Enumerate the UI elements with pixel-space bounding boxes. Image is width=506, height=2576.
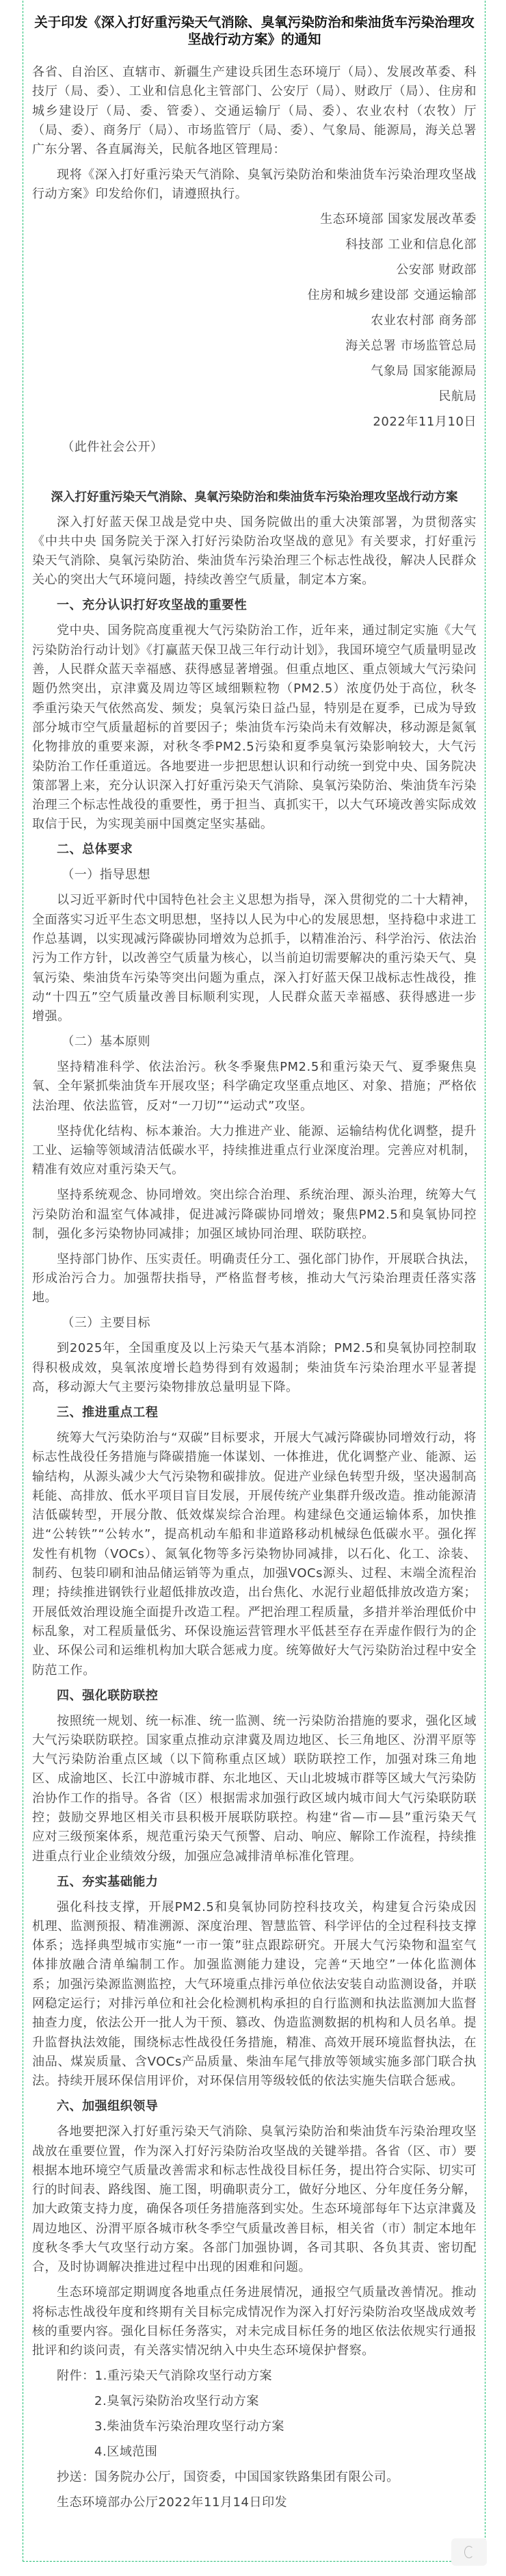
document-content: [32, 0, 477, 2519]
attachment-item: 4.区域范围: [94, 2445, 158, 2460]
paragraph: 到2025年，全国重度及以上污染天气基本消除；PM2.5和臭氧协同控制取得积极成效，臭氧浓度增长趋势得到有效遏制；柴油货车污染治理水平显著提高，移动源大气主要污染物排放总量明显下降。: [32, 1341, 477, 1395]
signer: 公安部 财政部: [396, 263, 477, 278]
subsection-heading: （三）主要目标: [62, 1316, 151, 1331]
issued-line: 生态环境部办公厅2022年11月14日印发: [57, 2495, 288, 2510]
attachment-item: 3.柴油货车污染治理攻坚行动方案: [94, 2419, 284, 2434]
signer: 住房和城乡建设部 交通运输部: [307, 288, 477, 303]
notice-intro: 现将《深入打好重污染天气消除、臭氧污染防治和柴油货车污染治理攻坚战行动方案》印发给你们，请遵照执行。: [32, 168, 477, 202]
subsection-heading: （二）基本原则: [62, 1035, 151, 1050]
paragraph: 各地要把深入打好重污染天气消除、臭氧污染防治和柴油货车污染治理攻坚战放在重要位置，作为深入打好污染防治攻坚战的关键举措。各省（区、市）要根据本地环境空气质量改善需求和标志性战役目标任务，提出符合实际、切实可行的时间表、路线图、施工图，明确职责分工，做好分地区、分年度任务分解，加大政策支持力度，确保各项任务措施落到实处。生态环境部每年下达京津冀及周边地区、汾渭平原各城市秋冬季空气质量改善目标，相关省（市）制定本地年度秋冬季大气攻坚行动方案。各部门加强协调，各司其职、各负其责、密切配合，及时协调解决推进过程中出现的困难和问题。: [32, 2124, 477, 2275]
attachment-title: 1.重污染天气消除攻坚行动方案: [94, 2369, 273, 2384]
paragraph: 强化科技支撑，开展PM2.5和臭氧协同防控科技攻关，构建复合污染成因机理、监测预报、精准溯源、深度治理、智慧监管、科学评估的全过程科技支撑体系；选择典型城市实施“一市一策”驻点跟踪研究。开展大气污染物和温室气体排放融合清单编制工作。加强监测能力建设，完善“天地空”一体化监测体系；加强污染源监测监控，大气环境重点排污单位依法安装自动监测设备，并联网稳定运行；对排污单位和社会化检测机构承担的自行监测和执法监测加大监督抽查力度，依法公开一批人为干预、篡改、伪造监测数据的机构和人员名单。提升监督执法效能，围绕标志性战役任务措施，精准、高效开展环境监督执法，在油品、煤炭质量、含VOCs产品质量、柴油车尾气排放等领域实施多部门联合执法。持续开展环保信用评价，对环保信用等级较低的依法实施失信联合惩戒。: [32, 1899, 477, 2089]
paragraph: 坚持优化结构、标本兼治。大力推进产业、能源、运输结构优化调整，提升工业、运输等领域清洁低碳水平，持续推进重点行业深度治理。完善应对机制，精准有效应对重污染天气。: [32, 1123, 477, 1178]
signer: 气象局 国家能源局: [371, 364, 477, 379]
plan-body: [32, 513, 477, 2361]
paragraph: 统筹大气污染防治与“双碳”目标要求，开展大气减污降碳协同增效行动，将标志性战役任务措施与降碳措施一体谋划、一体推进，优化调整产业、能源、运输结构，从源头减少大气污染物和碳排放。促进产业绿色转型升级，坚决遏制高耗能、高排放、低水平项目盲目发展，开展传统产业集群升级改造。推动能源清洁低碳转型，开展分散、低效煤炭综合治理。构建绿色交通运输体系，加快推进“公转铁”“公转水”，提高机动车船和非道路移动机械绿色低碳水平。强化挥发性有机物（VOCs）、氮氧化物等多污染物协同减排，以石化、化工、涂装、制药、包装印刷和油品储运销等为重点，加强VOCs源头、过程、末端全流程治理；持续推进钢铁行业超低排放改造，出台焦化、水泥行业超低排放改造方案；开展低效治理设施全面提升改造工程。严把治理工程质量，多措并举治理低价中标乱象，对工程质量低劣、环保设施运营管理水平低甚至存在弄虚作假行为的企业、环保公司和运维机构加大联合惩戒力度。统筹做好大气污染防治过程中安全防范工作。: [32, 1430, 477, 1678]
paragraph: 按照统一规划、统一标准、统一监测、统一污染防治措施的要求，强化区域大气污染联防联控。国家重点推动京津冀及周边地区、长三角地区、汾渭平原等大气污染防治重点区域（以下简称重点区域）联防联控工作，加强对珠三角地区、成渝地区、长江中游城市群、东北地区、天山北坡城市群等区域大气污染防治协作工作的指导。各省（区）根据需求加强行政区域内城市间大气污染联防联控；鼓励交界地区相关市县积极开展联防联控。构建“省—市—县”重污染天气应对三级预案体系，规范重污染天气预警、启动、响应、解除工作流程，持续推进重点行业企业绩效分级，加强应急减排清单标准化管理。: [32, 1713, 477, 1864]
paragraph: 坚持精准科学、依法治污。秋冬季聚焦PM2.5和重污染天气、夏季聚焦臭氧、全年紧抓柴油货车开展攻坚；科学确定攻坚重点地区、对象、措施；严格依法治理、依法监管，反对“一刀切”“运动式”攻坚。: [32, 1060, 477, 1113]
loading-spinner-icon: [464, 2546, 474, 2558]
attachment-item: 2.臭氧污染防治攻坚行动方案: [94, 2394, 259, 2409]
paragraph: 生态环境部定期调度各地重点任务进展情况，通报空气质量改善情况。推动将标志性战役年度和终期有关目标完成情况作为深入打好污染防治攻坚战成效考核的重要内容。强化目标任务落实，对未完成目标任务的地区依法依规实行通报批评和约谈问责，有关落实情况纳入中央生态环境保护督察。: [32, 2285, 477, 2358]
signer: 农业农村部 商务部: [371, 313, 477, 328]
public-note: （此件社会公开）: [62, 440, 163, 455]
loading-widget: [451, 2538, 487, 2566]
notice-date: 2022年11月10日: [373, 415, 477, 430]
attachment-item: [32, 2367, 477, 2386]
section-heading: 四、强化联防联控: [57, 1688, 159, 1703]
notice-addressee: 各省、自治区、直辖市、新疆生产建设兵团生态环境厅（局）、发展改革委、科技厅（局、委）、工业和信息化主管部门、公安厅（局）、财政厅（局）、住房和城乡建设厅（局、委、管委）、交通运输厅（局、委）、农业农村（农牧）厅（局、委）、商务厅（局）、市场监管厅（局、委）、气象局、能源局，海关总署广东分署、各直属海关，民航各地区管理局：: [32, 65, 477, 157]
attachment-list: [32, 2367, 477, 2462]
cc-line: 抄送：国务院办公厅，国资委，中国国家铁路集团有限公司。: [57, 2470, 399, 2485]
notice-title: 关于印发《深入打好重污染天气消除、臭氧污染防治和柴油货车污染治理攻坚战行动方案》的通知: [34, 14, 475, 47]
paragraph: 坚持部门协作、压实责任。明确责任分工、强化部门协作，开展联合执法，形成治污合力。加强帮扶指导，严格监督考核，推动大气污染治理责任落实落地。: [32, 1251, 477, 1305]
section-heading: 二、总体要求: [57, 842, 133, 857]
subsection-heading: （一）指导思想: [62, 868, 151, 883]
signer: 科技部 工业和信息化部: [345, 237, 477, 252]
signer: 生态环境部 国家发展改革委: [320, 212, 477, 227]
signer: 海关总署 市场监管总局: [345, 339, 477, 354]
attachments-label: 附件：: [57, 2369, 95, 2384]
paragraph: 深入打好蓝天保卫战是党中央、国务院做出的重大决策部署，为贯彻落实《中共中央 国务院关于深入打好污染防治攻坚战的意见》有关要求，打好重污染天气消除、臭氧污染防治、柴油货车污染治理三个标志性战役，解决人民群众关心的突出大气环境问题，持续改善空气质量，制定本方案。: [32, 515, 477, 588]
section-heading: 三、推进重点工程: [57, 1405, 159, 1420]
signer-list: [32, 210, 477, 406]
section-heading: 五、夯实基础能力: [57, 1874, 159, 1889]
paragraph: 以习近平新时代中国特色社会主义思想为指导，深入贯彻党的二十大精神，全面落实习近平生态文明思想，坚持以人民为中心的发展思想，坚持稳中求进工作总基调，以实现减污降碳协同增效为总抓手，以精准治污、科学治污、依法治污为工作方针，以改善空气质量为核心，以当前迫切需要解决的重污染天气、臭氧污染、柴油货车污染等突出问题为重点，深入打好蓝天保卫战标志性战役，推动“十四五”空气质量改善目标顺利实现，人民群众蓝天幸福感、获得感进一步增强。: [32, 893, 477, 1024]
section-heading: 六、加强组织领导: [57, 2099, 159, 2114]
signer: 民航局: [438, 389, 477, 404]
paragraph: 党中央、国务院高度重视大气污染防治工作，近年来，通过制定实施《大气污染防治行动计划》《打赢蓝天保卫战三年行动计划》，我国环境空气质量明显改善，人民群众蓝天幸福感、获得感显著增强。但重点地区、重点领域大气污染问题仍然突出，京津冀及周边等区域细颗粒物（PM2.5）浓度仍处于高位，秋冬季重污染天气依然高发、频发；臭氧污染日益凸显，特别是在夏季，已成为导致部分城市空气质量超标的首要因子；柴油货车污染尚未有效解决，移动源是氮氧化物排放的重要来源，对秋冬季PM2.5污染和夏季臭氧污染影响较大，大气污染防治工作任重道远。各地要进一步把思想认识和行动统一到党中央、国务院决策部署上来，充分认识深入打好重污染天气消除、臭氧污染防治、柴油货车污染治理三个标志性战役的重要性，勇于担当、真抓实干，以大气环境改善实际成效取信于民，为实现美丽中国奠定坚实基础。: [32, 623, 477, 832]
plan-title: 深入打好重污染天气消除、臭氧污染防治和柴油货车污染治理攻坚战行动方案: [51, 490, 458, 504]
section-heading: 一、充分认识打好攻坚战的重要性: [57, 598, 248, 613]
paragraph: 坚持系统观念、协同增效。突出综合治理、系统治理、源头治理，统筹大气污染防治和温室气体减排，促进减污降碳协同增效；聚焦PM2.5和臭氧协同控制，强化多污染物协同减排；加强区域协同治理、联防联控。: [32, 1188, 477, 1241]
